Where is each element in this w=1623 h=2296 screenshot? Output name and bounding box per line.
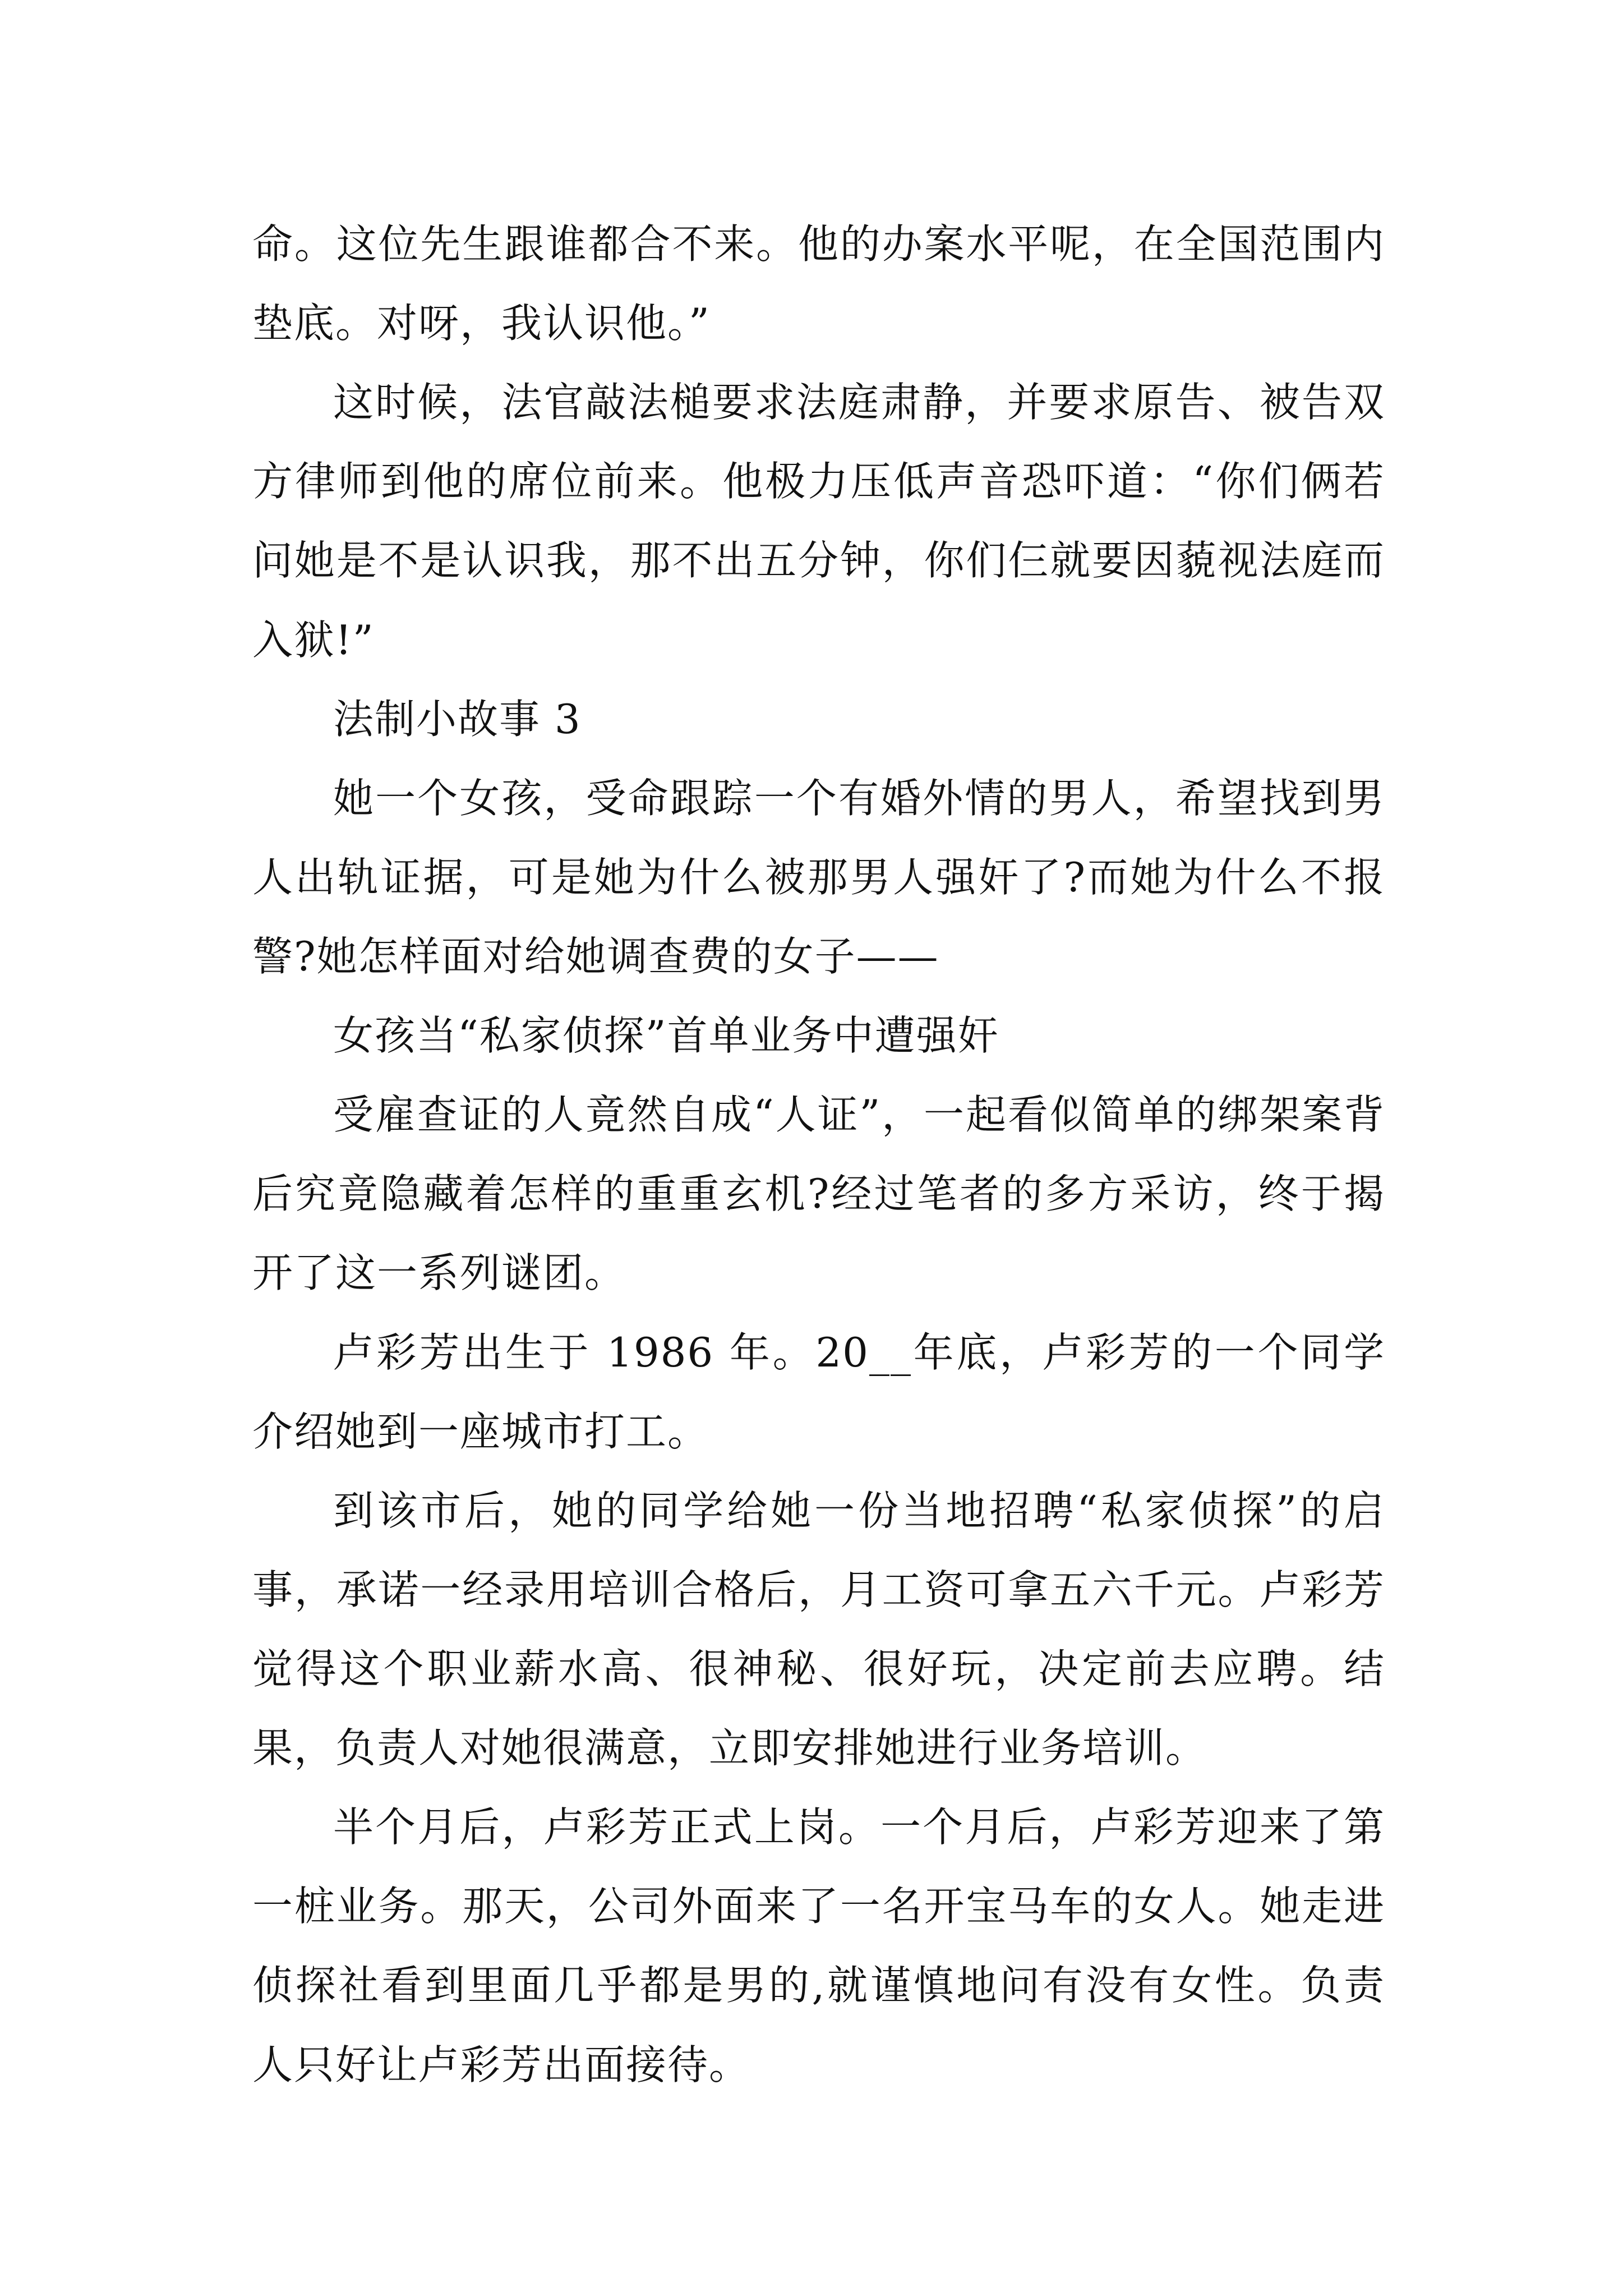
paragraph: 这时候，法官敲法槌要求法庭肃静，并要求原告、被告双方律师到他的席位前来。他极力压低声音恐吓道：“你们俩若问她是不是认识我，那不出五分钟，你们仨就要因藐视法庭而入狱!”: [252, 379, 1385, 664]
story-title: 女孩当“私家侦探”首单业务中遭强奸: [333, 1012, 999, 1060]
paragraph: 她一个女孩，受命跟踪一个有婚外情的男人，希望找到男人出轨证据，可是她为什么被那男人强奸了?而她为什么不报警?她怎样面对给她调查费的女子——: [252, 774, 1385, 980]
document-body: [252, 205, 1385, 2105]
paragraph: 卢彩芳出生于 1986 年。20__年底，卢彩芳的一个同学介绍她到一座城市打工。: [252, 1328, 1385, 1455]
paragraph: 半个月后，卢彩芳正式上岗。一个月后，卢彩芳迎来了第一桩业务。那天，公司外面来了一名开宝马车的女人。她走进侦探社看到里面几乎都是男的,就谨慎地问有没有女性。负责人只好让卢彩芳出面接待。: [252, 1803, 1385, 2088]
paragraph-continued: 命。这位先生跟谁都合不来。他的办案水平呢，在全国范围内垫底。对呀，我认识他。”: [252, 220, 1385, 347]
paragraph: 到该市后，她的同学给她一份当地招聘“私家侦探”的启事，承诺一经录用培训合格后，月工资可拿五六千元。卢彩芳觉得这个职业薪水高、很神秘、很好玩，决定前去应聘。结果，负责人对她很满意，立即安排她进行业务培训。: [252, 1487, 1385, 1772]
section-heading: 法制小故事 3: [333, 695, 582, 743]
paragraph: 受雇查证的人竟然自成“人证”，一起看似简单的绑架案背后究竟隐藏着怎样的重重玄机?经过笔者的多方采访，终于揭开了这一系列谜团。: [252, 1091, 1385, 1297]
